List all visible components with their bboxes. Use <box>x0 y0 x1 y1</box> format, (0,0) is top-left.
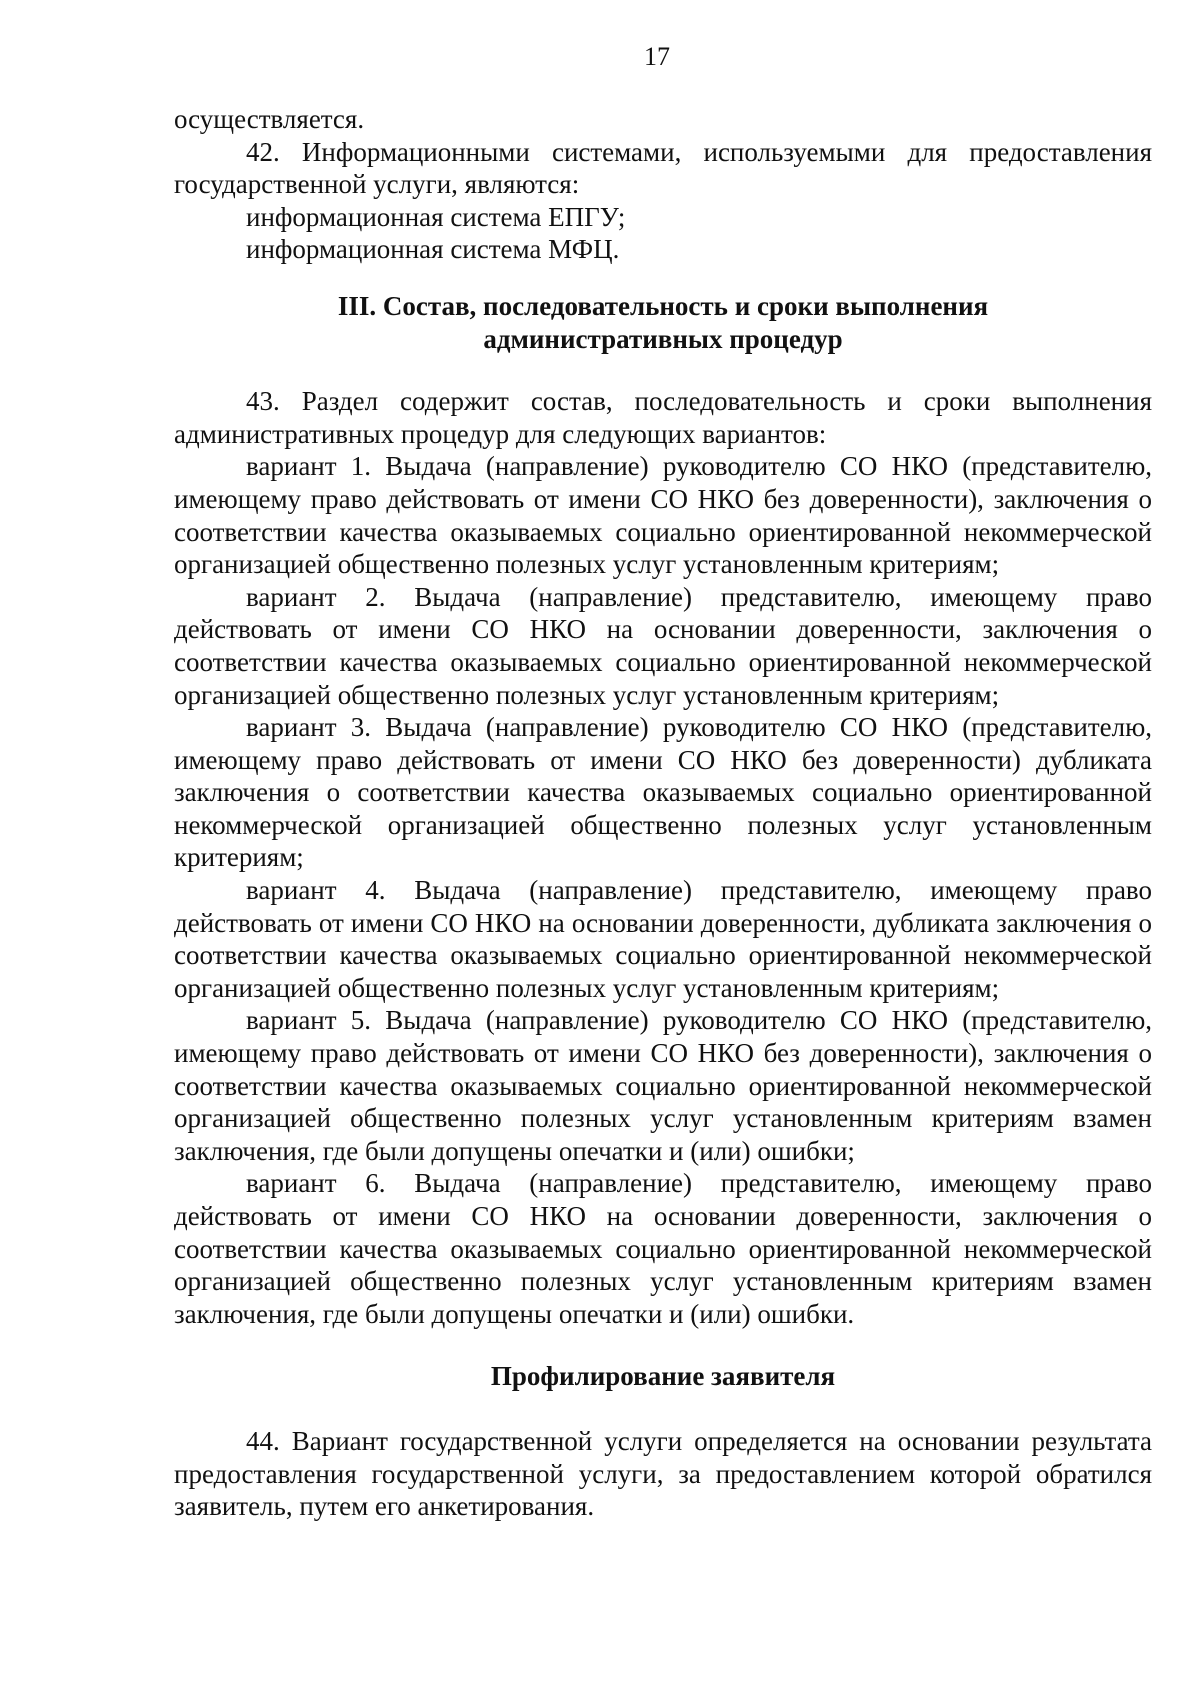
page-number: 17 <box>644 42 670 71</box>
paragraph-44: 44. Вариант государственной услуги определяется на основании результата предоставления государственной услуги, за предоставлением которой обратился заявитель, путем его анкетирования. <box>174 1425 1152 1522</box>
variant-4: вариант 4. Выдача (направление) представителю, имеющему право действовать от имени СО НКО на основании доверенности, дубликата заключения о соответствии качества оказываемых социально ориентированной некоммерческой организацией общественно полезных услуг установленным критериям; <box>174 875 1152 1003</box>
paragraph-42: 42. Информационными системами, используемыми для предоставления государственной услуги, являются: <box>174 136 1152 200</box>
subheading-block <box>174 1360 1152 1393</box>
list-item-mfc: информационная система МФЦ. <box>246 234 620 265</box>
list-item-epgu: информационная система ЕПГУ; <box>246 201 626 232</box>
variant-2: вариант 2. Выдача (направление) представителю, имеющему право действовать от имени СО НКО на основании доверенности, заключения о соответствии качества оказываемых социально ориентированной некоммерческой организацией общественно полезных услуг установленным критериям; <box>174 581 1152 710</box>
section-heading <box>174 290 1152 355</box>
variant-6: вариант 6. Выдача (направление) представителю, имеющему право действовать от имени СО НКО на основании доверенности, заключения о соответствии качества оказываемых социально ориентированной некоммерческой организацией общественно полезных услуг установленным критериям взамен заключения, где были допущены опечатки и (или) ошибки. <box>174 1168 1152 1329</box>
paragraph-continuation: осуществляется. <box>174 104 365 134</box>
variant-5: вариант 5. Выдача (направление) руководителю СО НКО (представителю, имеющему право действовать от имени СО НКО без доверенности), заключения о соответствии качества оказываемых социально ориентированной некоммерческой организацией общественно полезных услуг установленным критериям взамен заключения, где были допущены опечатки и (или) ошибки; <box>174 1005 1152 1166</box>
document-body <box>174 103 1152 1523</box>
section-heading-line-2: административных процедур <box>483 323 843 354</box>
subheading-applicant-profiling: Профилирование заявителя <box>490 1361 836 1392</box>
paragraph-43: 43. Раздел содержит состав, последовательность и сроки выполнения административных процедур для следующих вариантов: <box>174 386 1152 449</box>
section-heading-line-1: III. Состав, последовательность и сроки выполнения <box>337 290 989 321</box>
variant-3: вариант 3. Выдача (направление) руководителю СО НКО (представителю, имеющему право действовать от имени СО НКО без доверенности) дубликата заключения о соответствии качества оказываемых социально ориентированной некоммерческой организацией общественно полезных услуг установленным критериям; <box>174 712 1152 873</box>
variant-1: вариант 1. Выдача (направление) руководителю СО НКО (представителю, имеющему право действовать от имени СО НКО без доверенности), заключения о соответствии качества оказываемых социально ориентированной некоммерческой организацией общественно полезных услуг установленным критериям; <box>174 451 1152 580</box>
